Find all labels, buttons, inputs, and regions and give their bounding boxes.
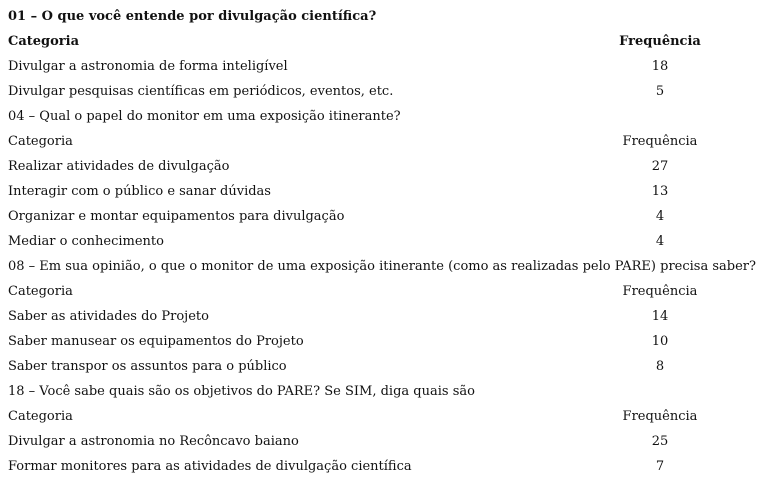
frequency-header: Frequência [622,409,698,424]
table-row [0,354,773,379]
table-row [0,79,773,104]
category-cell: Saber transpor os assuntos para o público [8,359,287,374]
category-header: Categoria [8,284,73,299]
category-cell: Saber manusear os equipamentos do Projeto [8,334,304,349]
table-row [0,204,773,229]
frequency-cell: 8 [655,359,665,374]
table-row [0,304,773,329]
table-row [0,179,773,204]
question-18 [0,379,773,404]
question-text: 04 – Qual o papel do monitor em uma exposição itinerante? [8,109,401,124]
table-row [0,229,773,254]
frequency-header: Frequência [622,134,698,149]
category-cell: Divulgar a astronomia de forma inteligível [8,59,288,74]
category-cell: Saber as atividades do Projeto [8,309,209,324]
question-08 [0,254,773,279]
frequency-cell: 7 [655,459,665,474]
frequency-cell: 14 [651,309,669,324]
frequency-cell: 27 [651,159,669,174]
question-text: 01 – O que você entende por divulgação científica? [8,9,377,24]
category-cell: Realizar atividades de divulgação [8,159,230,174]
category-header: Categoria [8,34,80,49]
category-cell: Divulgar a astronomia no Recôncavo baiano [8,434,299,449]
table-row [0,429,773,454]
frequency-cell: 4 [655,234,665,249]
question-text: 18 – Você sabe quais são os objetivos do PARE? Se SIM, diga quais são [8,384,475,399]
category-header: Categoria [8,134,73,149]
table-header [0,279,773,304]
category-cell: Interagir com o público e sanar dúvidas [8,184,271,199]
table-row [0,54,773,79]
table-row [0,329,773,354]
category-header: Categoria [8,409,73,424]
frequency-cell: 5 [655,84,665,99]
frequency-cell: 18 [651,59,669,74]
table-header [0,404,773,429]
question-text: 08 – Em sua opinião, o que o monitor de uma exposição itinerante (como as realizadas pelo PARE) precisa saber? [8,259,756,274]
question-01 [0,4,773,29]
table-row [0,154,773,179]
frequency-header: Frequência [622,284,698,299]
table-row [0,454,773,479]
question-04 [0,104,773,129]
category-cell: Formar monitores para as atividades de divulgação científica [8,459,412,474]
table-header [0,29,773,54]
frequency-cell: 10 [651,334,669,349]
frequency-header: Frequência [619,34,701,49]
frequency-cell: 25 [651,434,669,449]
frequency-cell: 13 [651,184,669,199]
category-cell: Divulgar pesquisas científicas em periódicos, eventos, etc. [8,84,394,99]
frequency-cell: 4 [655,209,665,224]
category-cell: Organizar e montar equipamentos para divulgação [8,209,345,224]
table-header [0,129,773,154]
category-cell: Mediar o conhecimento [8,234,164,249]
